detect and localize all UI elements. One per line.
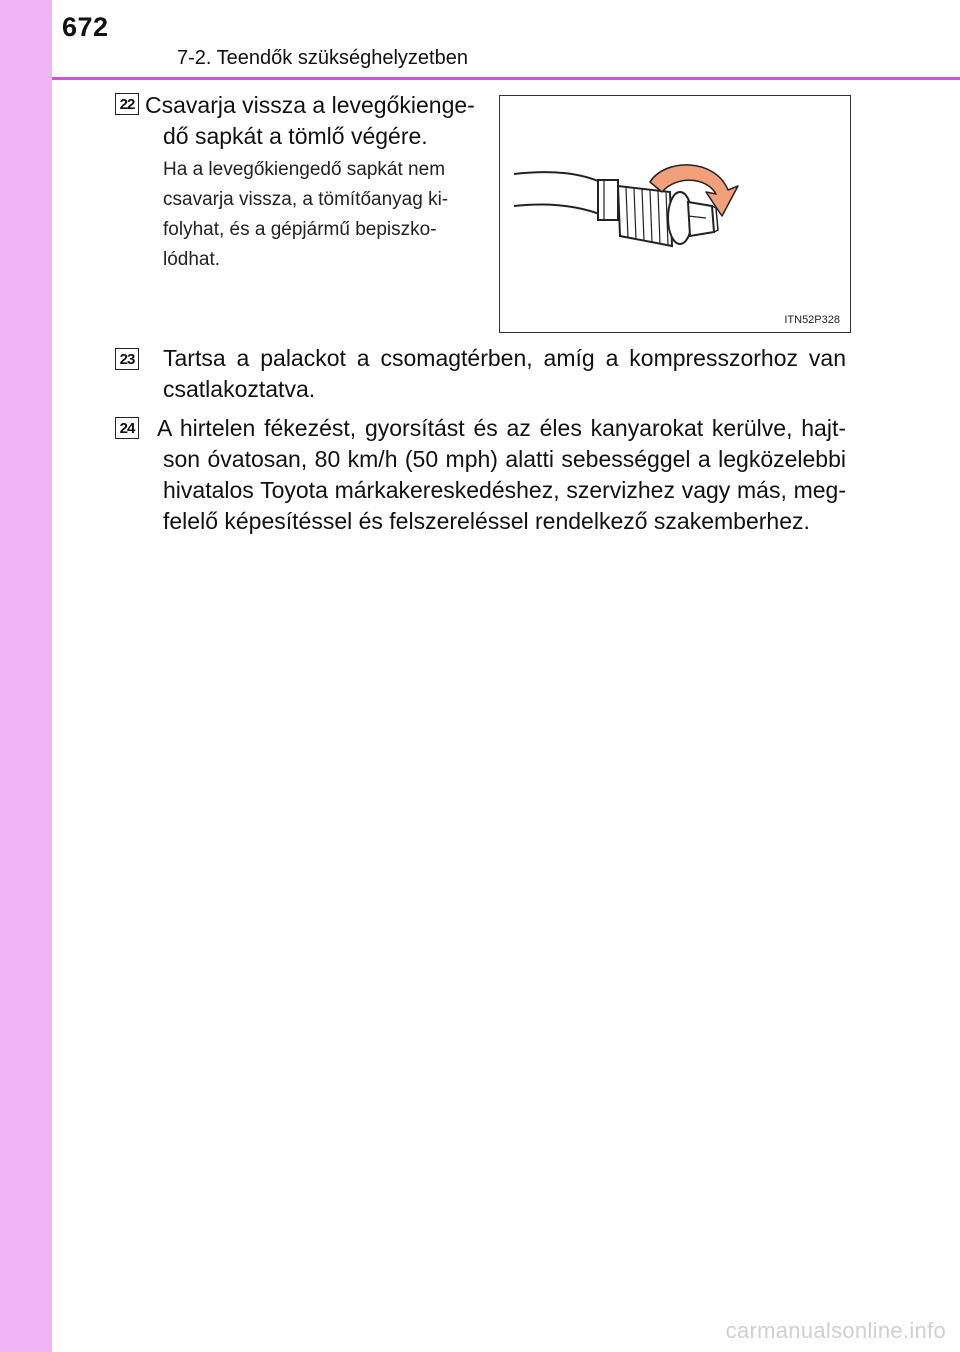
step-24-line-4: felelő képesítéssel és felszereléssel rendelkező szakemberhez. [163, 508, 810, 534]
step-22-note-line-4: lódhat. [163, 249, 221, 270]
side-tab-strip [0, 0, 52, 1352]
figure-hose-cap [499, 95, 851, 333]
step-22-line-1: Csavarja vissza a levegőkienge- [145, 92, 475, 118]
figure-code: ITN52P328 [784, 314, 840, 326]
hose-cap-twist-illustration-icon [500, 96, 849, 331]
step-number-badge: 24 [115, 417, 139, 439]
watermark: carmanualsonline.info [725, 1318, 946, 1343]
step-number-badge: 23 [115, 348, 139, 370]
step-24-line-1: A hirtelen fékezést, gyorsítást és az éles kanyarokat kerülve, hajt- [157, 415, 846, 441]
step-22-note-line-3: folyhat, és a gépjármű bepiszko- [163, 219, 437, 240]
step-number-badge: 22 [115, 93, 139, 115]
header-divider [52, 77, 960, 80]
step-23-line-1: Tartsa a palackot a csomagtérben, amíg a kompresszorhoz van [163, 345, 846, 371]
step-22-note-line-1: Ha a levegőkiengedő sapkát nem [163, 159, 446, 180]
page-number: 672 [62, 12, 109, 42]
step-22-note-line-2: csavarja vissza, a tömítőanyag ki- [163, 189, 449, 210]
step-24-line-3: hivatalos Toyota márkakereskedéshez, szervizhez vagy más, meg- [163, 477, 846, 503]
step-22-line-2: dő sapkát a tömlő végére. [163, 123, 428, 149]
step-23-line-2: csatlakoztatva. [163, 376, 316, 402]
section-title: 7-2. Teendők szükséghelyzetben [177, 47, 468, 69]
step-24-line-2: son óvatosan, 80 km/h (50 mph) alatti sebességgel a legközelebbi [163, 446, 846, 472]
